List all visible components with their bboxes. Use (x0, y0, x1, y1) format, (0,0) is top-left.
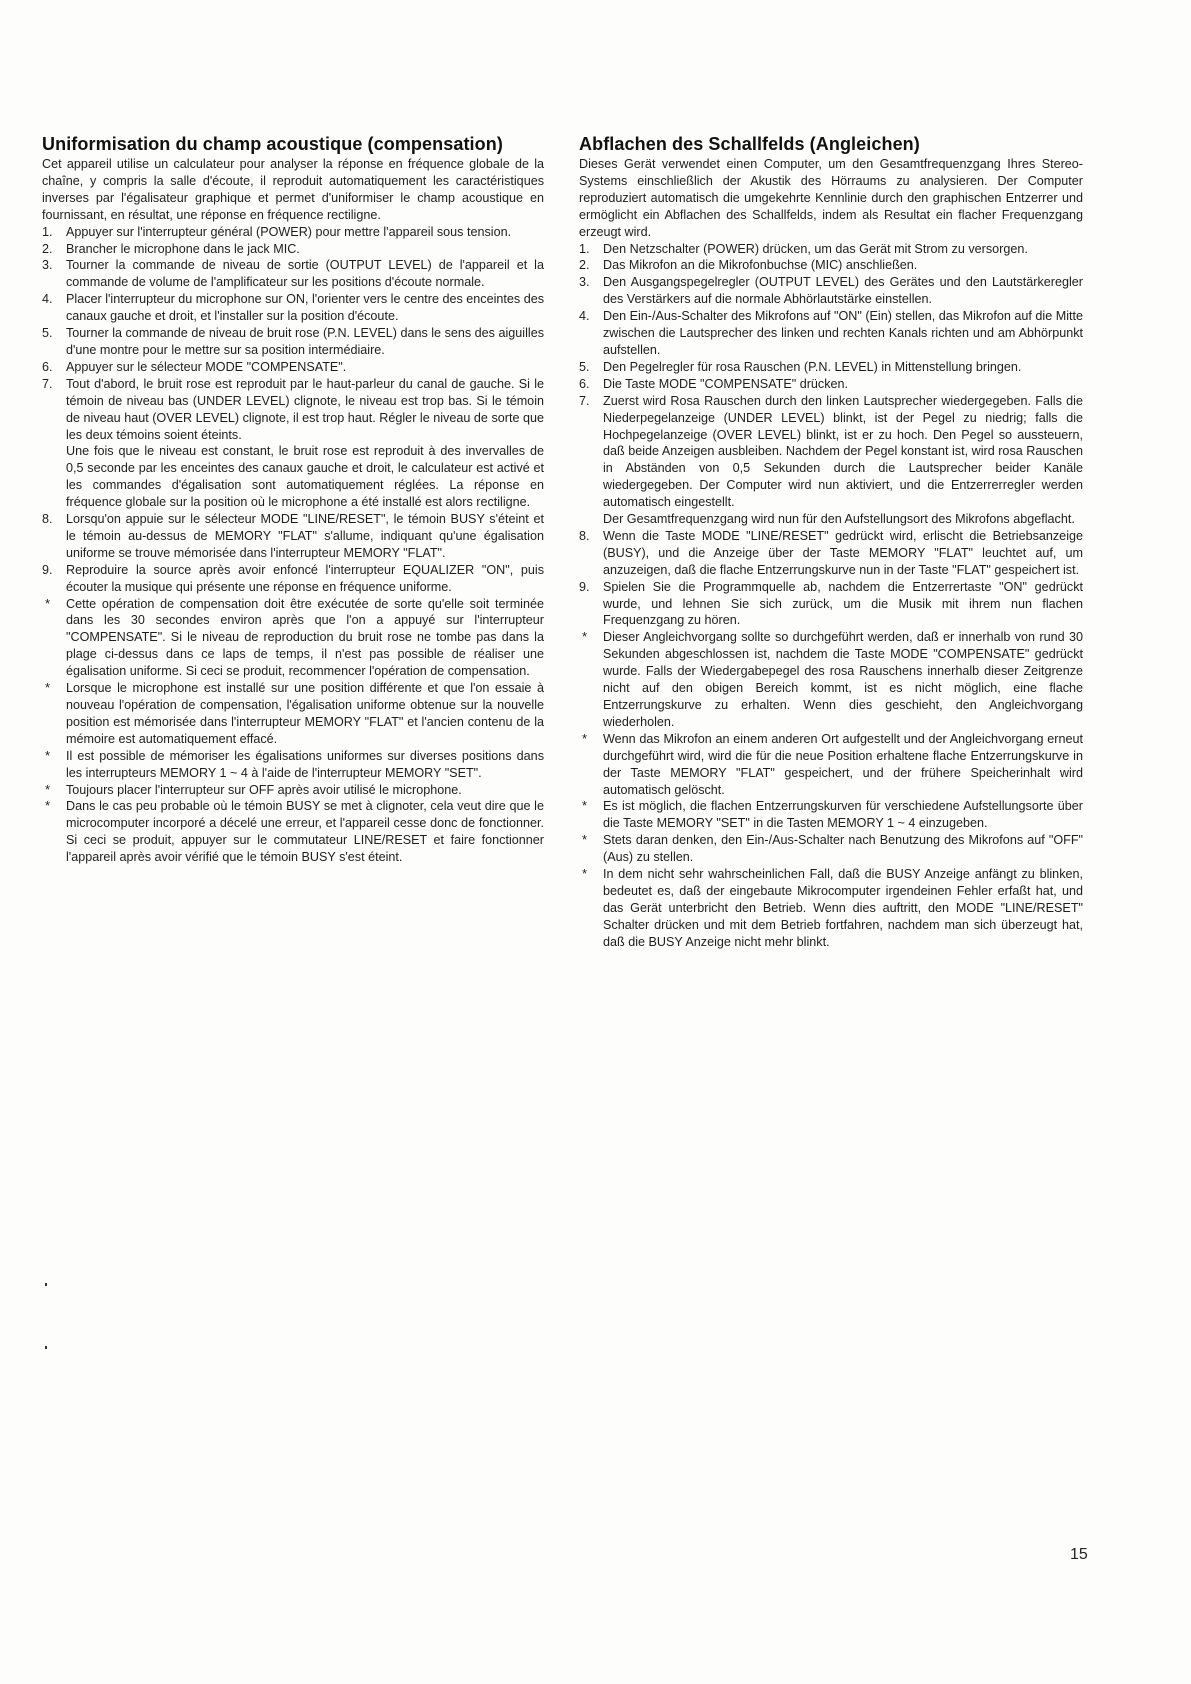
step-text: Reproduire la source après avoir enfoncé l'interrupteur EQUALIZER "ON", puis écouter la musique qui présente une réponse en fréquence uniforme. (66, 562, 544, 594)
note-text: Es ist möglich, die flachen Entzerrungskurven für verschiedene Aufstellungsorte über die Taste MEMORY "SET" in die Tasten MEMORY 1 ~ 4 einzugeben. (603, 799, 1083, 831)
french-steps-list (42, 224, 544, 596)
step-number: 6. (42, 359, 53, 374)
step-text-continued: Der Gesamtfrequenzgang wird nun für den Aufstellungsort des Mikrofons abgeflacht. (603, 512, 1075, 527)
step-text: Placer l'interrupteur du microphone sur ON, l'orienter vers le centre des enceintes des canaux gauche et droit, et l'installer sur la position d'écoute. (66, 292, 545, 324)
page-number: 15 (1070, 1546, 1088, 1563)
step-number: 7. (579, 393, 590, 408)
step-text: Die Taste MODE "COMPENSATE" drücken. (603, 376, 849, 391)
step-text: Tourner la commande de niveau de sortie (OUTPUT LEVEL) de l'appareil et la commande de volume de l'amplificateur sur les positions d'écoute normale. (66, 258, 544, 290)
german-note (579, 832, 1083, 866)
step-number: 3. (579, 275, 590, 290)
french-note (42, 798, 544, 866)
german-intro: Dieses Gerät verwendet einen Computer, um den Gesamtfrequenzgang Ihres Stereo-Systems einschließlich der Akustik des Hörraums zu analysieren. Der Computer reproduziert automatisch die umgekehrte Kennlinie durch den graphischen Entzerrer und ermöglicht ein Abflachen des Schallfelds, indem als Resultat ein flacher Frequenzgang erzeugt wird. (579, 157, 1083, 239)
step-text: Den Pegelregler für rosa Rauschen (P.N. LEVEL) in Mittenstellung bringen. (603, 359, 1022, 374)
german-step (579, 241, 1083, 258)
scan-speck (45, 1346, 47, 1349)
step-text: Wenn die Taste MODE "LINE/RESET" gedrückt wird, erlischt die Betriebsanzeige (BUSY), und die Anzeige über der Taste MEMORY "FLAT" leuchtet auf, um anzuzeigen, daß die flache Entzerrungskurve nun in der Taste "FLAT" gespeichert ist. (603, 528, 1083, 577)
step-number: 8. (42, 512, 53, 527)
note-text: Cette opération de compensation doit être exécutée de sorte qu'elle soit terminée dans les 30 secondes environ après que l'on a appuyé sur l'interrupteur "COMPENSATE". Si le niveau de reproduction du bruit rose ne tombe pas dans la plage ci-dessus dans ce laps de temps, il n'est pas possible de réaliser une égalisation uniforme. Si ceci se produit, recommencer l'opération de compensation. (66, 596, 544, 679)
step-text: Das Mikrofon an die Mikrofonbuchse (MIC) anschließen. (603, 258, 918, 273)
step-number: 2. (42, 241, 53, 256)
note-text: In dem nicht sehr wahrscheinlichen Fall, daß die BUSY Anzeige anfängt zu blinken, bedeutet es, daß der eingebaute Mikrocomputer irgendeinen Fehler erfaßt hat, und das Gerät unterbricht den Betrieb. Wenn dies auftritt, den MODE "LINE/RESET" Schalter drücken und mit dem Betrieb fortfahren, nachdem man sich überzeugt hat, daß die BUSY Anzeige nicht mehr blinkt. (603, 867, 1083, 949)
german-step (579, 274, 1083, 308)
step-text-continued: Une fois que le niveau est constant, le bruit rose est reproduit à des invervalles de 0,5 seconde par les enceintes des canaux gauche et droit, le calculateur est activé et les commandes d'égalisation sont automatiquement réglées. La réponse en fréquence globale sur la position où le microphone a été installé est alors rectiligne. (66, 444, 544, 510)
step-number: 9. (579, 579, 590, 594)
note-text: Lorsque le microphone est installé sur une position différente et que l'on essaie à nouveau l'opération de compensation, l'égalisation uniforme obtenue sur la nouvelle position est mémorisée dans l'interrupteur MEMORY "FLAT" et l'ancien contenu de la mémoire est automatiquement effacé. (66, 681, 544, 746)
german-section-title: Abflachen des Schallfelds (Angleichen) (579, 134, 920, 154)
german-note (579, 798, 1083, 832)
french-notes-list (42, 596, 544, 867)
note-marker: * (582, 798, 588, 814)
note-marker: * (45, 781, 51, 797)
german-note (579, 629, 1083, 730)
step-number: 1. (42, 224, 53, 239)
scan-speck (45, 1283, 47, 1286)
step-number: 4. (42, 292, 53, 307)
note-marker: * (582, 730, 588, 746)
step-text: Lorsqu'on appuie sur le sélecteur MODE "LINE/RESET", le témoin BUSY s'éteint et le témoin au-dessus de MEMORY "FLAT" s'allume, indiquant qu'une égalisation uniforme se trouve mémorisée dans l'interrupteur MEMORY "FLAT". (66, 512, 544, 560)
note-text: Dieser Angleichvorgang sollte so durchgeführt werden, daß er innerhalb von rund 30 Sekunden abgeschlossen ist, nachdem die Taste MODE "COMPENSATE" gedrückt wurde. Falls der Wiedergabepegel des rosa Rauschens innerhalb dieser Zeitgrenze nicht auf den obigen Bereich kommt, ist es nicht möglich, eine flache Entzerrungskurve zu erhalten. Wenn dies geschieht, den Angleichvorgang wiederholen. (603, 630, 1083, 729)
german-step (579, 579, 1083, 630)
german-step (579, 308, 1083, 359)
step-text: Appuyer sur l'interrupteur général (POWER) pour mettre l'appareil sous tension. (66, 224, 512, 239)
french-section-title: Uniformisation du champ acoustique (compensation) (42, 134, 503, 154)
step-number: 6. (579, 376, 590, 391)
german-notes-list (579, 629, 1083, 950)
german-step (579, 376, 1083, 393)
note-text: Toujours placer l'interrupteur sur OFF après avoir utilisé le microphone. (66, 782, 462, 797)
note-text: Dans le cas peu probable où le témoin BUSY se met à clignoter, cela veut dire que le microcomputer incorporé a décelé une erreur, et l'appareil cesse donc de fonctionner. Si ceci se produit, appuyer sur le commutateur LINE/RESET et faire fonctionner l'appareil après avoir vérifié que le témoin BUSY s'est éteint. (66, 799, 544, 865)
step-text: Zuerst wird Rosa Rauschen durch den linken Lautsprecher wiedergegeben. Falls die Niederpegelanzeige (UNDER LEVEL) blinkt, ist der Pegel zu niedrig; falls die Hochpegelanzeige (OVER LEVEL) blinkt, ist er zu hoch. Den Pegel so aussteuern, daß beide Anzeigen ausbleiben. Nachdem der Pegel konstant ist, wird rosa Rauschen in Abständen von 0,5 Sekunden durch die Lautsprecher beider Kanäle wiedergegeben. Der Computer wird nun aktiviert, und die Entzerrerregler werden automatisch eingestellt. (603, 393, 1083, 510)
french-step (42, 376, 544, 511)
step-number: 7. (42, 376, 53, 391)
note-marker: * (45, 680, 51, 696)
french-note (42, 680, 544, 748)
french-step (42, 511, 544, 562)
french-step (42, 257, 544, 291)
step-number: 1. (579, 241, 590, 256)
note-marker: * (582, 629, 588, 645)
step-text: Tourner la commande de niveau de bruit rose (P.N. LEVEL) dans le sens des aiguilles d'une montre pour le mettre sur sa position intermédiaire. (66, 326, 544, 357)
step-number: 9. (42, 562, 53, 577)
german-step (579, 528, 1083, 579)
note-marker: * (45, 747, 51, 763)
german-steps-list (579, 241, 1083, 630)
french-step (42, 562, 544, 596)
note-text: Il est possible de mémoriser les égalisations uniformes sur diverses positions dans les interrupteurs MEMORY 1 ~ 4 à l'aide de l'interrupteur MEMORY "SET". (66, 748, 544, 780)
french-intro: Cet appareil utilise un calculateur pour analyser la réponse en fréquence globale de la chaîne, y compris la salle d'écoute, il reproduit automatiquement les caractéristiques inverses par l'égalisateur graphique et permet d'uniformiser le champ acoustique en fournissant, en résultat, une réponse en fréquence rectiligne. (42, 157, 544, 222)
step-text: Den Ausgangspegelregler (OUTPUT LEVEL) des Gerätes und den Lautstärkeregler des Verstärkers auf die normale Abhörlautstärke einstellen. (603, 275, 1083, 307)
french-note (42, 748, 544, 782)
french-step (42, 359, 544, 376)
step-text: Den Netzschalter (POWER) drücken, um das Gerät mit Strom zu versorgen. (603, 241, 1028, 256)
step-number: 4. (579, 309, 590, 324)
french-step (42, 291, 544, 325)
french-section (42, 133, 544, 866)
german-section (579, 133, 1083, 951)
german-step (579, 393, 1083, 528)
note-text: Stets daran denken, den Ein-/Aus-Schalter nach Benutzung des Mikrofons auf "OFF" (Aus) zu stellen. (603, 833, 1083, 865)
note-marker: * (582, 866, 588, 882)
french-note (42, 782, 544, 799)
french-note (42, 596, 544, 681)
french-step (42, 325, 544, 359)
step-number: 2. (579, 258, 590, 273)
step-text: Tout d'abord, le bruit rose est reproduit par le haut-parleur du canal de gauche. Si le témoin de niveau bas (UNDER LEVEL) clignote, le niveau est trop bas. Si le témoin de niveau haut (OVER LEVEL) clignote, il est trop haut. Régler le niveau de sorte que les deux témoins soient éteints. (66, 376, 544, 442)
step-text: Spielen Sie die Programmquelle ab, nachdem die Entzerrertaste "ON" gedrückt wurde, und lehnen Sie sich zurück, um die Musik mit ihrem nun flachen Frequenzgang zu hören. (603, 579, 1083, 628)
german-note (579, 731, 1083, 799)
french-step (42, 224, 544, 241)
german-step (579, 359, 1083, 376)
step-text: Den Ein-/Aus-Schalter des Mikrofons auf "ON" (Ein) stellen, das Mikrofon auf die Mitte zwischen die Lautsprecher des linken und rechten Kanals richten und am Abhörpunkt aufstellen. (603, 309, 1084, 357)
step-number: 8. (579, 528, 590, 543)
german-note (579, 866, 1083, 951)
note-marker: * (45, 595, 51, 611)
note-marker: * (45, 798, 51, 814)
german-step (579, 257, 1083, 274)
step-text: Appuyer sur le sélecteur MODE "COMPENSATE". (66, 359, 347, 374)
step-text: Brancher le microphone dans le jack MIC. (66, 241, 300, 256)
note-text: Wenn das Mikrofon an einem anderen Ort aufgestellt und der Angleichvorgang erneut durchgeführt wird, wird die für die neue Position erhaltene flache Entzerrungskurve in der Taste MEMORY "FLAT" gespeichert, und der frühere Speicherinhalt wird automatisch gelöscht. (603, 731, 1083, 797)
step-number: 5. (42, 326, 53, 341)
step-number: 5. (579, 359, 590, 374)
note-marker: * (582, 832, 588, 848)
step-number: 3. (42, 258, 53, 273)
french-step (42, 241, 544, 258)
